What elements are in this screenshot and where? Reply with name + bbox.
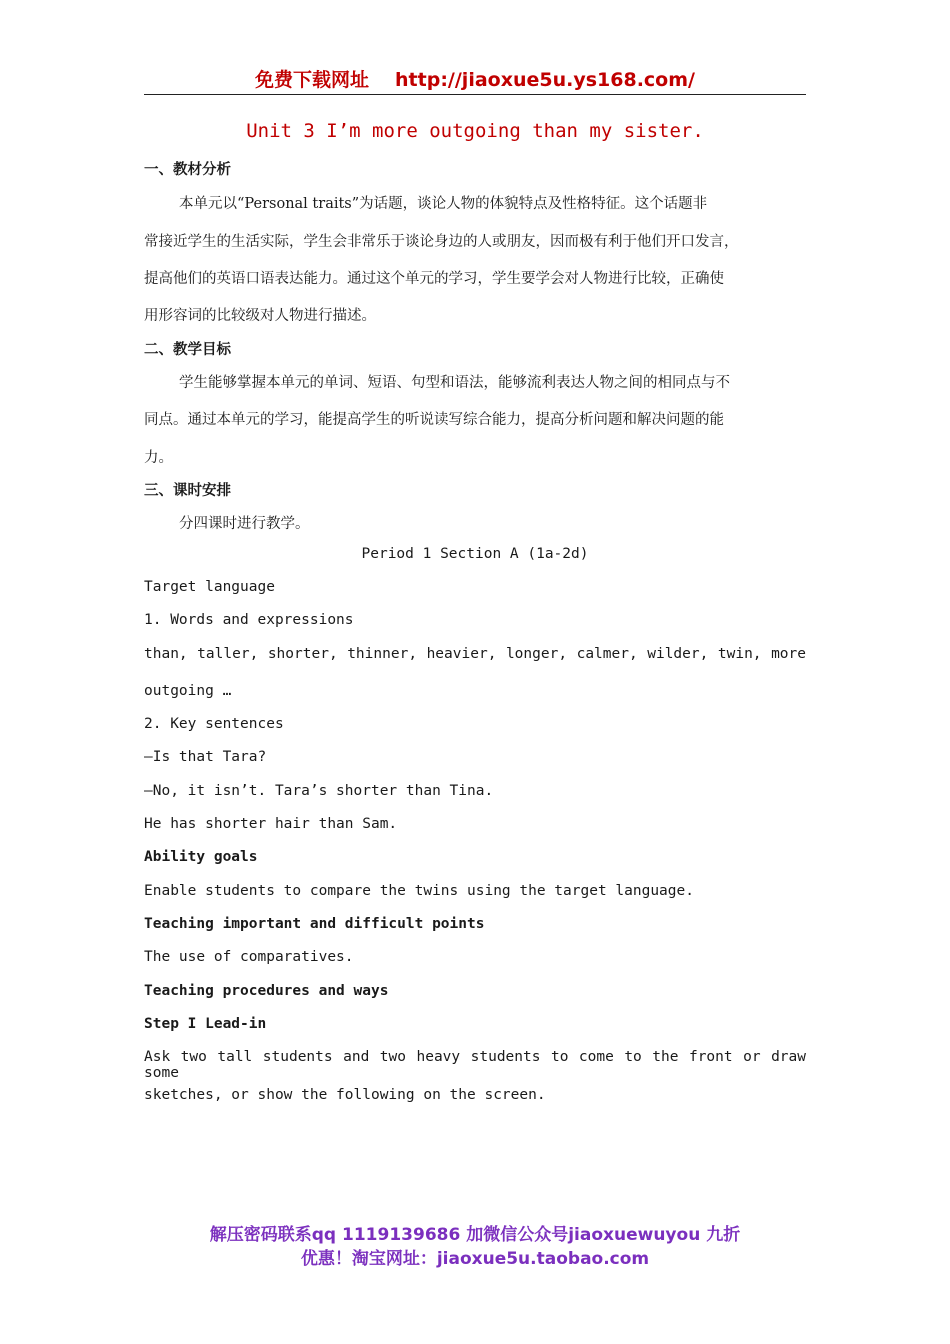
period-heading: Period 1 Section A (1a-2d) [361, 546, 589, 562]
paragraph-line: 力。 [144, 450, 173, 466]
header-label: 免费下载网址 [255, 69, 370, 91]
section-heading-schedule: 三、课时安排 [144, 483, 231, 499]
words-list-continued: outgoing … [144, 683, 232, 699]
paragraph-line: 同点。通过本单元的学习，能提高学生的听说读写综合能力，提高分析问题和解决问题的能 [144, 412, 724, 428]
paragraph-line: 学生能够掌握本单元的单词、短语、句型和语法，能够流利表达人物之间的相同点与不 [179, 375, 730, 391]
header-url-link[interactable]: http://jiaoxue5u.ys168.com/ [395, 69, 695, 91]
step1-text-continued: sketches, or show the following on the screen. [144, 1087, 546, 1103]
paragraph-line: 本单元以“Personal traits”为话题，谈论人物的体貌特点及性格特征。这个话题非 [179, 196, 708, 212]
procedures-heading: Teaching procedures and ways [144, 983, 389, 999]
paragraph-line: 分四课时进行教学。 [179, 516, 310, 532]
paragraph-line: 用形容词的比较级对人物进行描述。 [144, 308, 376, 324]
words-list: than, taller, shorter, thinner, heavier, longer, calmer, wilder, twin, more [144, 646, 806, 662]
points-heading: Teaching important and difficult points [144, 916, 485, 932]
paragraph-line: 提高他们的英语口语表达能力。通过这个单元的学习，学生要学会对人物进行比较，正确使 [144, 271, 724, 287]
key-sentence: —No, it isn’t. Tara’s shorter than Tina. [144, 783, 494, 799]
words-heading: 1. Words and expressions [144, 612, 354, 628]
target-language-heading: Target language [144, 579, 275, 595]
page-header [144, 66, 806, 95]
ability-goals-text: Enable students to compare the twins using the target language. [144, 883, 694, 899]
document-title: Unit 3 I’m more outgoing than my sister. [246, 120, 704, 142]
step1-heading: Step I Lead-in [144, 1016, 267, 1032]
key-sentence: —Is that Tara? [144, 749, 267, 765]
section-heading-analysis: 一、教材分析 [144, 162, 231, 178]
step1-text: Ask two tall students and two heavy students to come to the front or draw some [144, 1049, 806, 1081]
key-sentences-heading: 2. Key sentences [144, 716, 284, 732]
footer-line-1: 解压密码联系qq 1119139686 加微信公众号jiaoxuewuyou 九折 [209, 1225, 741, 1245]
points-text: The use of comparatives. [144, 949, 354, 965]
ability-goals-heading: Ability goals [144, 849, 258, 865]
paragraph-line: 常接近学生的生活实际，学生会非常乐于谈论身边的人或朋友，因而极有利于他们开口发言， [144, 234, 739, 250]
key-sentence: He has shorter hair than Sam. [144, 816, 398, 832]
footer-line-2: 优惠！淘宝网址：jiaoxue5u.taobao.com [300, 1249, 650, 1269]
section-heading-goals: 二、教学目标 [144, 342, 231, 358]
